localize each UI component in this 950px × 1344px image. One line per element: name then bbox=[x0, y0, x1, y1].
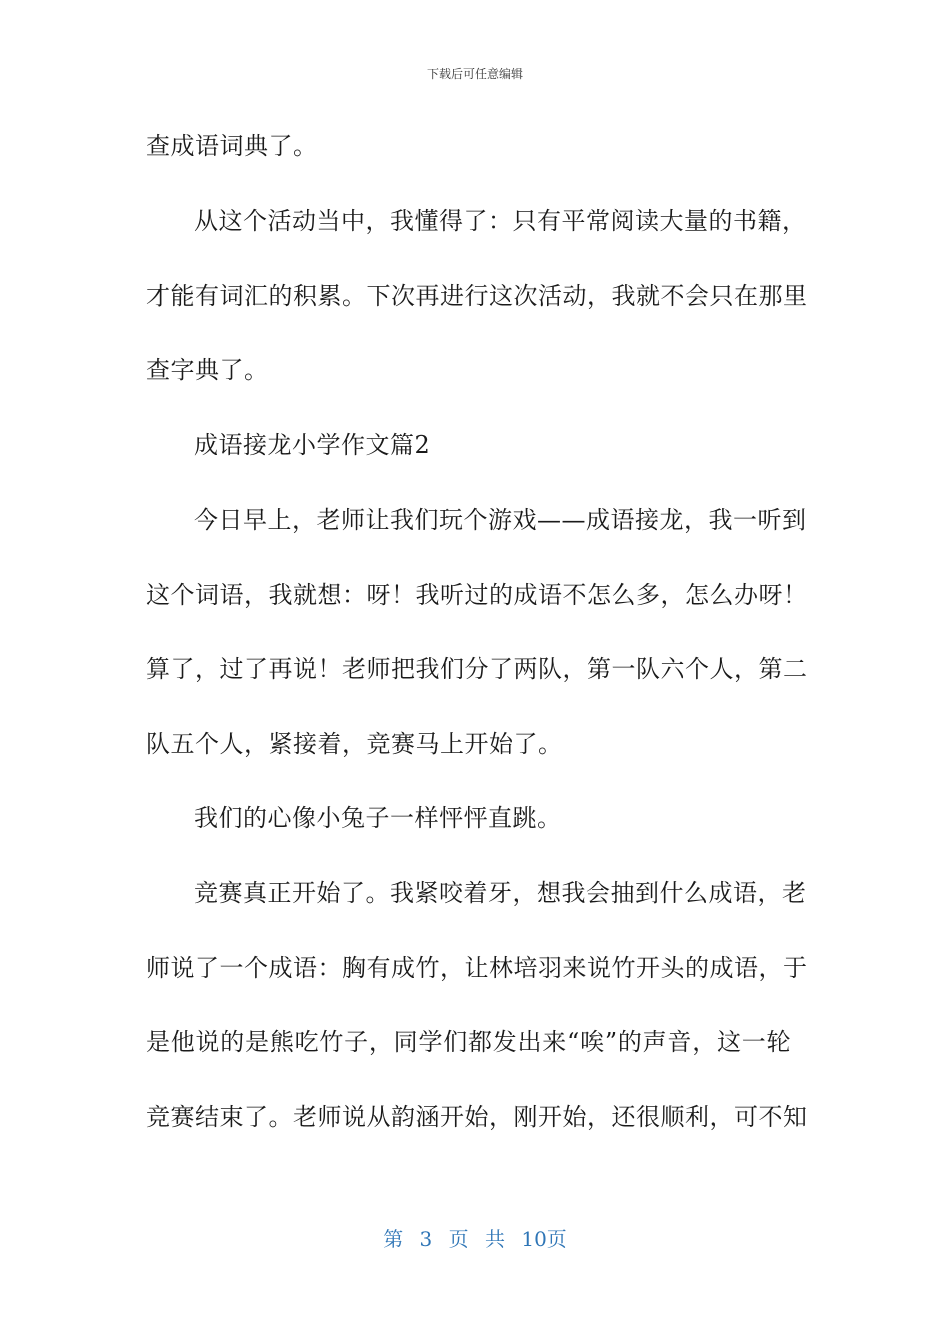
text-line: 算了，过了再说！老师把我们分了两队，第一队六个人，第二 bbox=[146, 655, 808, 683]
text-line: 查成语词典了。 bbox=[146, 132, 318, 160]
text-line: 今日早上，老师让我们玩个游戏——成语接龙，我一听到 bbox=[194, 506, 807, 534]
text-line: 竞赛结束了。老师说从韵涵开始，刚开始，还很顺利，可不知 bbox=[146, 1103, 808, 1131]
text-line: 才能有词汇的积累。下次再进行这次活动，我就不会只在那里 bbox=[146, 282, 808, 310]
text-line: 从这个活动当中，我懂得了：只有平常阅读大量的书籍， bbox=[194, 207, 807, 235]
text-line: 我们的心像小兔子一样怦怦直跳。 bbox=[194, 804, 562, 832]
text-line: 队五个人，紧接着，竞赛马上开始了。 bbox=[146, 730, 563, 758]
page-number-footer bbox=[0, 1226, 950, 1252]
text-line: 查字典了。 bbox=[146, 356, 269, 384]
total-pages: 10页 bbox=[521, 1227, 567, 1251]
current-page-number: 3 bbox=[419, 1227, 433, 1251]
footer-middle: 页 bbox=[448, 1227, 469, 1251]
section-heading: 成语接龙小学作文篇2 bbox=[194, 431, 431, 459]
text-line: 师说了一个成语：胸有成竹，让林培羽来说竹开头的成语，于 bbox=[146, 954, 808, 982]
text-line: 竞赛真正开始了。我紧咬着牙，想我会抽到什么成语，老 bbox=[194, 879, 807, 907]
text-line: 这个词语，我就想：呀！我听过的成语不怎么多，怎么办呀！ bbox=[146, 581, 808, 609]
text-line: 是他说的是熊吃竹子，同学们都发出来“唉”的声音，这一轮 bbox=[146, 1028, 791, 1056]
footer-total-label: 共 bbox=[485, 1227, 505, 1251]
footer-prefix: 第 bbox=[383, 1227, 404, 1251]
page-header: 下载后可任意编辑 bbox=[426, 67, 523, 81]
